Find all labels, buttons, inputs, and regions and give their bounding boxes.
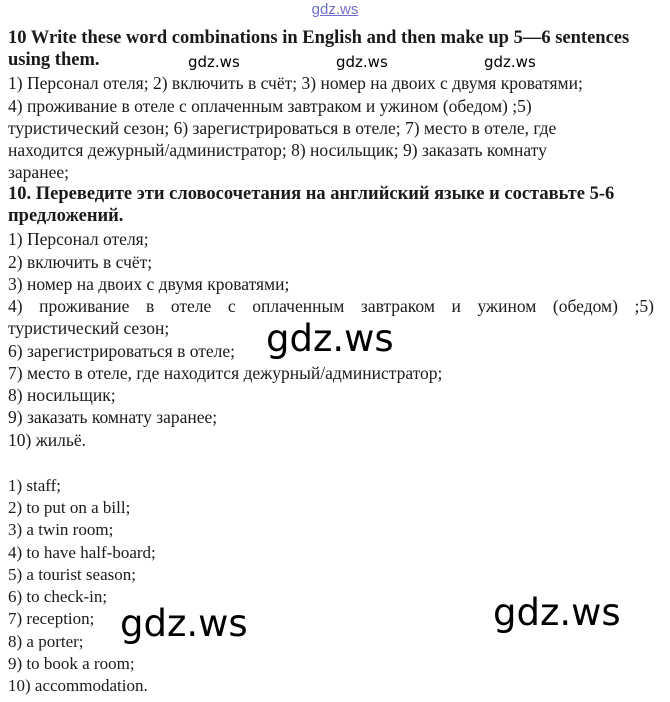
ru-list-item-1: 1) Персонал отеля;	[8, 229, 149, 249]
ru-list-item-6: 6) зарегистрироваться в отеле;	[8, 341, 236, 361]
watermark-small-1: gdz.ws	[188, 53, 240, 71]
top-watermark-link[interactable]: gdz.ws	[311, 1, 359, 18]
en-list-item-1: 1) staff;	[8, 476, 62, 495]
ru-list-item-9: 9) заказать комнату заранее;	[8, 407, 218, 427]
ru-list-item-7: 7) место в отеле, где находится дежурный/администратор;	[8, 363, 443, 383]
ru-list-item-5: туристический сезон;	[8, 318, 170, 338]
ru-list-item-3: 3) номер на двоих с двумя кроватями;	[8, 274, 290, 294]
en-list-item-8: 8) a porter;	[8, 632, 84, 651]
ru-list-item-4: 4) проживание в отеле с оплаченным завтраком и ужином (обедом) ;5)	[8, 296, 654, 316]
task-heading-ru: 10. Переведите эти словосочетания на английский языке и составьте 5-6 предложений.	[8, 184, 615, 226]
en-list-item-6: 6) to check-in;	[8, 587, 108, 606]
en-list-item-7: 7) reception;	[8, 609, 95, 628]
watermark-big-center: gdz.ws	[263, 320, 397, 357]
en-list-item-4: 4) to have half-board;	[8, 543, 156, 562]
watermark-small-2: gdz.ws	[336, 53, 388, 71]
en-paragraph-line-5: заранее;	[8, 162, 69, 182]
en-list-item-9: 9) to book a room;	[8, 654, 135, 673]
en-list-item-3: 3) a twin room;	[8, 520, 114, 539]
watermark-big-right: gdz.ws	[490, 594, 624, 631]
en-list-item-10: 10) accommodation.	[8, 676, 148, 695]
task-heading-en: 10 Write these word combinations in English and then make up 5—6 sentences using them.	[8, 28, 630, 70]
ru-list-item-10: 10) жильё.	[8, 430, 87, 450]
en-list-item-2: 2) to put on a bill;	[8, 498, 131, 517]
en-paragraph-line-4: находится дежурный/администратор; 8) носильщик; 9) заказать комнату	[8, 140, 547, 160]
en-paragraph-line-2: 4) проживание в отеле с оплаченным завтраком и ужином (обедом) ;5)	[8, 96, 532, 116]
ru-list-item-8: 8) носильщик;	[8, 385, 116, 405]
en-paragraph-line-1: 1) Персонал отеля; 2) включить в счёт; 3) номер на двоих с двумя кроватями;	[8, 73, 583, 93]
watermark-small-3: gdz.ws	[484, 53, 536, 71]
en-list-item-5: 5) a tourist season;	[8, 565, 136, 584]
ru-list-item-2: 2) включить в счёт;	[8, 252, 153, 272]
en-paragraph-line-3: туристический сезон; 6) зарегистрироваться в отеле; 7) место в отеле, где	[8, 118, 557, 138]
watermark-big-left: gdz.ws	[117, 605, 251, 642]
